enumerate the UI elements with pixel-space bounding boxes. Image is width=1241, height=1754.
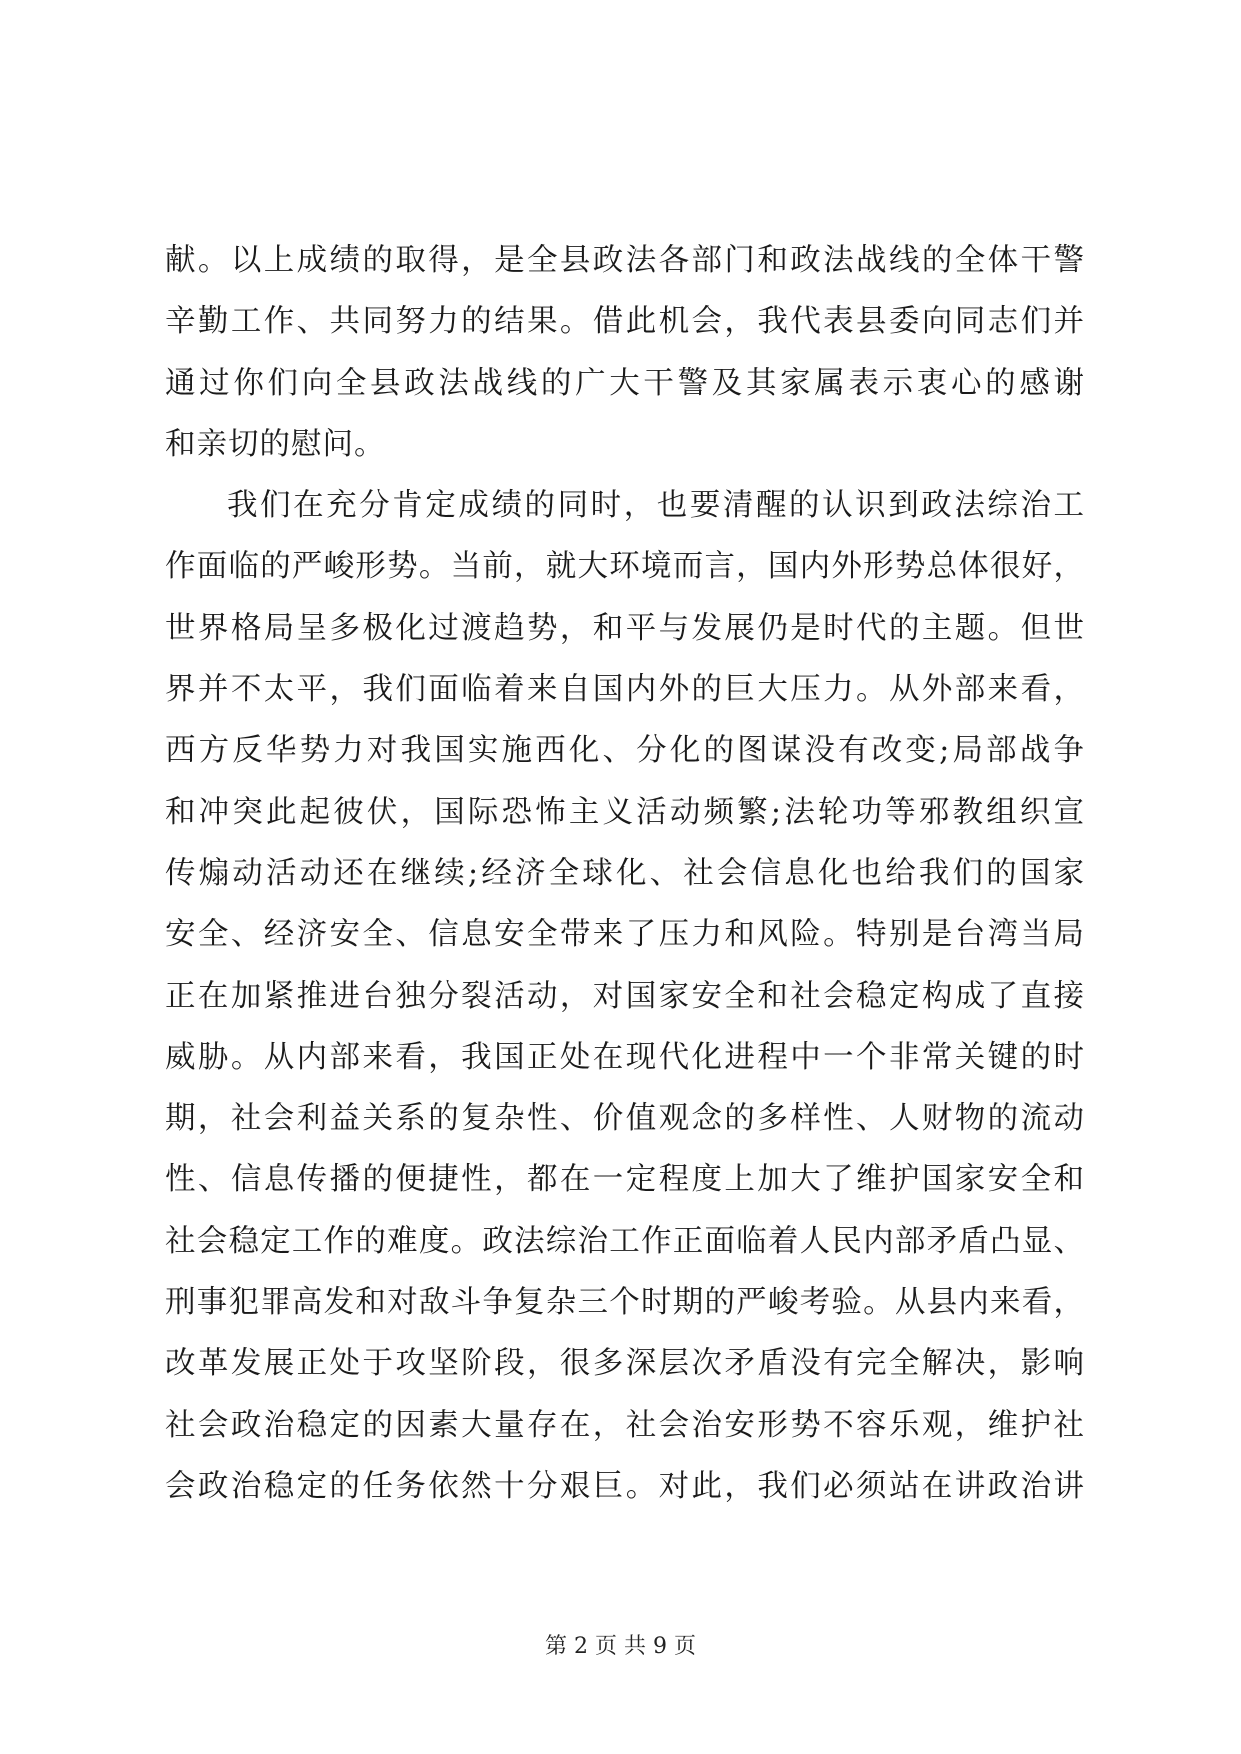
body-text: [165, 230, 1085, 1517]
text-line: 社会稳定工作的难度。政法综治工作正面临着人民内部矛盾凸显、: [165, 1223, 1085, 1259]
text-line: 和冲突此起彼伏，国际恐怖主义活动频繁;法轮功等邪教组织宣: [165, 794, 1085, 830]
text-line: 改革发展正处于攻坚阶段，很多深层次矛盾没有完全解决，影响: [165, 1346, 1085, 1382]
text-line: 社会政治稳定的因素大量存在，社会治安形势不容乐观，维护社: [165, 1407, 1085, 1443]
text-line: 界并不太平，我们面临着来自国内外的巨大压力。从外部来看，: [165, 672, 1085, 708]
text-line: 通过你们向全县政法战线的广大干警及其家属表示衷心的感谢: [165, 365, 1085, 401]
text-line: 期，社会利益关系的复杂性、价值观念的多样性、人财物的流动: [165, 1101, 1085, 1137]
text-line: 正在加紧推进台独分裂活动，对国家安全和社会稳定构成了直接: [165, 978, 1085, 1014]
text-line: 安全、经济安全、信息安全带来了压力和风险。特别是台湾当局: [165, 917, 1085, 953]
text-line: 西方反华势力对我国实施西化、分化的图谋没有改变;局部战争: [165, 733, 1085, 769]
text-line: 作面临的严峻形势。当前，就大环境而言，国内外形势总体很好，: [165, 549, 1085, 585]
text-line: 威胁。从内部来看，我国正处在现代化进程中一个非常关键的时: [165, 1039, 1085, 1075]
text-line: 会政治稳定的任务依然十分艰巨。对此，我们必须站在讲政治讲: [165, 1468, 1085, 1504]
text-line: 世界格局呈多极化过渡趋势，和平与发展仍是时代的主题。但世: [165, 610, 1085, 646]
text-line: 献。以上成绩的取得，是全县政法各部门和政法战线的全体干警: [165, 243, 1085, 278]
text-line: 我们在充分肯定成绩的同时，也要清醒的认识到政法综治工: [227, 488, 1085, 524]
text-line: 性、信息传播的便捷性，都在一定程度上加大了维护国家安全和: [165, 1162, 1085, 1198]
text-line: 辛勤工作、共同努力的结果。借此机会，我代表县委向同志们并: [165, 304, 1085, 340]
text-line: 刑事犯罪高发和对敌斗争复杂三个时期的严峻考验。从县内来看，: [165, 1285, 1085, 1321]
page-number-footer: 第 2 页 共 9 页: [545, 1634, 696, 1659]
text-line: 传煽动活动还在继续;经济全球化、社会信息化也给我们的国家: [165, 855, 1085, 891]
text-line: 和亲切的慰问。: [165, 426, 386, 462]
